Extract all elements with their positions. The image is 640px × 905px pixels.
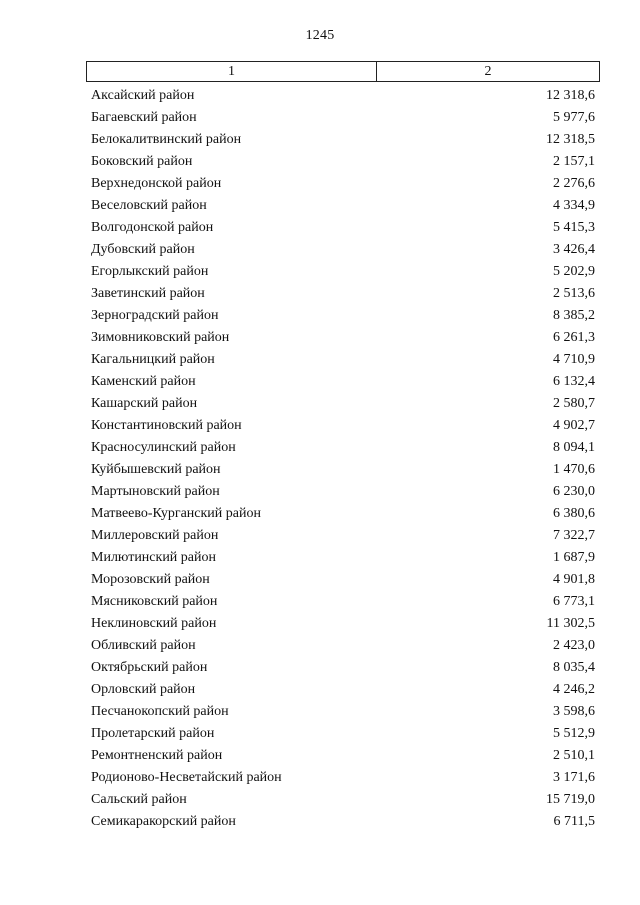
district-name: Морозовский район xyxy=(91,572,210,587)
page-number: 1245 xyxy=(305,28,335,43)
amount-value: 4 901,8 xyxy=(553,572,595,587)
district-name: Дубовский район xyxy=(91,242,195,257)
table-row xyxy=(91,525,595,547)
table-row xyxy=(91,437,595,459)
amount-value: 6 261,3 xyxy=(553,330,595,345)
district-name: Песчанокопский район xyxy=(91,704,229,719)
district-name: Верхнедонской район xyxy=(91,176,222,191)
amount-value: 4 902,7 xyxy=(553,418,595,433)
amount-value: 5 512,9 xyxy=(553,726,595,741)
amount-value: 1 687,9 xyxy=(553,550,595,565)
district-name: Зимовниковский район xyxy=(91,330,230,345)
table-row xyxy=(91,613,595,635)
table-row xyxy=(91,547,595,569)
amount-value: 2 580,7 xyxy=(553,396,595,411)
table-row xyxy=(91,195,595,217)
district-name: Родионово-Несветайский район xyxy=(91,770,282,785)
amount-value: 4 710,9 xyxy=(553,352,595,367)
table-row xyxy=(91,481,595,503)
table-row xyxy=(91,217,595,239)
district-name: Зерноградский район xyxy=(91,308,219,323)
district-name: Веселовский район xyxy=(91,198,207,213)
table-row xyxy=(91,679,595,701)
amount-value: 2 423,0 xyxy=(553,638,595,653)
district-name: Октябрьский район xyxy=(91,660,208,675)
amount-value: 2 276,6 xyxy=(553,176,595,191)
table-row xyxy=(91,811,595,833)
district-name: Кашарский район xyxy=(91,396,198,411)
amount-value: 3 171,6 xyxy=(553,770,595,785)
table-row xyxy=(91,283,595,305)
amount-value: 11 302,5 xyxy=(546,616,595,631)
table-row xyxy=(91,503,595,525)
amount-value: 7 322,7 xyxy=(553,528,595,543)
district-name: Мартыновский район xyxy=(91,484,220,499)
district-name: Обливский район xyxy=(91,638,196,653)
table-row xyxy=(91,107,595,129)
amount-value: 6 132,4 xyxy=(553,374,595,389)
amount-value: 12 318,6 xyxy=(546,88,595,103)
table-row xyxy=(91,591,595,613)
table-row xyxy=(91,415,595,437)
district-name: Кагальницкий район xyxy=(91,352,215,367)
district-name: Неклиновский район xyxy=(91,616,217,631)
amount-value: 15 719,0 xyxy=(546,792,595,807)
amount-value: 8 385,2 xyxy=(553,308,595,323)
amount-value: 12 318,5 xyxy=(546,132,595,147)
district-name: Белокалитвинский район xyxy=(91,132,242,147)
table-row xyxy=(91,305,595,327)
district-name: Пролетарский район xyxy=(91,726,215,741)
district-name: Сальский район xyxy=(91,792,187,807)
amount-value: 6 230,0 xyxy=(553,484,595,499)
table-row xyxy=(91,459,595,481)
table-header xyxy=(86,61,600,82)
table-row xyxy=(91,745,595,767)
district-name: Аксайский район xyxy=(91,88,195,103)
table-row xyxy=(91,767,595,789)
table-row xyxy=(91,129,595,151)
amount-value: 5 202,9 xyxy=(553,264,595,279)
table-row xyxy=(91,261,595,283)
amount-value: 5 415,3 xyxy=(553,220,595,235)
table-row xyxy=(91,371,595,393)
amount-value: 2 510,1 xyxy=(553,748,595,763)
district-name: Красносулинский район xyxy=(91,440,236,455)
amount-value: 2 513,6 xyxy=(553,286,595,301)
table-row xyxy=(91,723,595,745)
district-name: Каменский район xyxy=(91,374,196,389)
district-name: Волгодонской район xyxy=(91,220,214,235)
table-row xyxy=(91,327,595,349)
amount-value: 3 426,4 xyxy=(553,242,595,257)
table-row xyxy=(91,239,595,261)
district-name: Орловский район xyxy=(91,682,196,697)
amount-value: 8 094,1 xyxy=(553,440,595,455)
amount-value: 6 773,1 xyxy=(553,594,595,609)
district-name: Егорлыкский район xyxy=(91,264,209,279)
table-row xyxy=(91,151,595,173)
district-name: Ремонтненский район xyxy=(91,748,223,763)
table-row xyxy=(91,569,595,591)
column-header-1: 1 xyxy=(87,62,377,81)
amount-value: 8 035,4 xyxy=(553,660,595,675)
table-body xyxy=(91,85,595,833)
amount-value: 3 598,6 xyxy=(553,704,595,719)
table-row xyxy=(91,393,595,415)
table-row xyxy=(91,701,595,723)
table-row xyxy=(91,85,595,107)
table-row xyxy=(91,789,595,811)
amount-value: 4 246,2 xyxy=(553,682,595,697)
amount-value: 6 380,6 xyxy=(553,506,595,521)
amount-value: 5 977,6 xyxy=(553,110,595,125)
table-row xyxy=(91,173,595,195)
district-name: Боковский район xyxy=(91,154,193,169)
amount-value: 6 711,5 xyxy=(553,814,595,829)
table-row xyxy=(91,349,595,371)
amount-value: 1 470,6 xyxy=(553,462,595,477)
district-name: Заветинский район xyxy=(91,286,205,301)
district-name: Куйбышевский район xyxy=(91,462,221,477)
table-row xyxy=(91,657,595,679)
amount-value: 2 157,1 xyxy=(553,154,595,169)
district-name: Мясниковский район xyxy=(91,594,218,609)
district-name: Семикаракорский район xyxy=(91,814,236,829)
table-row xyxy=(91,635,595,657)
district-name: Константиновский район xyxy=(91,418,242,433)
district-name: Миллеровский район xyxy=(91,528,219,543)
district-name: Матвеево-Курганский район xyxy=(91,506,261,521)
district-name: Багаевский район xyxy=(91,110,197,125)
district-name: Милютинский район xyxy=(91,550,217,565)
column-header-2: 2 xyxy=(484,63,492,79)
amount-value: 4 334,9 xyxy=(553,198,595,213)
